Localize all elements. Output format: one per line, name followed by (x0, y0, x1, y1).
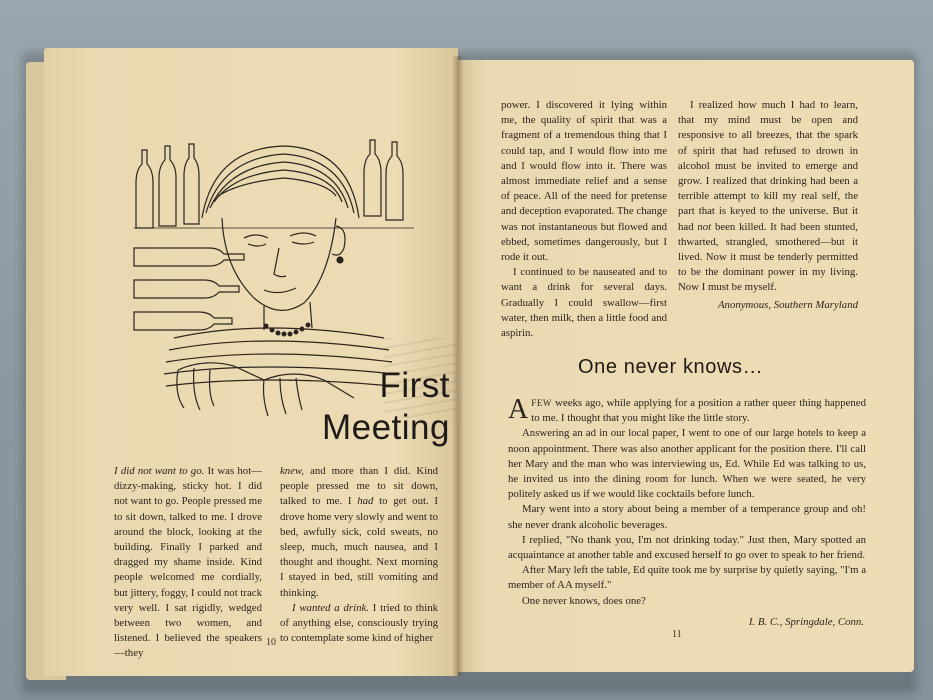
left-column-2 (280, 464, 438, 646)
paragraph: I continued to be nauseated and to want a drink for several days. Gradually I could swallow—first water, then milk, then a little food and aspirin. (501, 266, 667, 340)
right-column-1 (501, 98, 667, 341)
emphasis-text: had (357, 495, 374, 508)
body-text: I tried to think of anything else, consciously trying to contemplate some kind of higher (280, 601, 438, 645)
emphasis-text: not (697, 220, 712, 233)
paragraph (280, 601, 438, 647)
body-text: been killed. It had been stunted, thwarted, strangled, smothered—but it lived. Now it must be tenderly permitted to be the dominant power in my living. Now I must be myself. (678, 220, 858, 294)
paragraph (280, 464, 438, 601)
story-title: One never knows… (578, 356, 764, 378)
article-title-line2: Meeting (321, 408, 450, 447)
woman-with-bottles-illustration (114, 98, 414, 428)
emphasis-text: I did not want to go. (114, 465, 205, 477)
paragraph: One never knows, does one? (522, 594, 646, 607)
book-gutter (452, 56, 464, 676)
paragraph (508, 396, 866, 426)
body-text: and more than I did. Kind people pressed me to sit down, talked to me. I (280, 465, 438, 508)
right-column-2 (678, 98, 858, 313)
story-body (508, 396, 866, 630)
article-title-line1: First (379, 366, 450, 405)
signature: I. B. C., Springdale, Conn. (748, 615, 864, 628)
right-page (458, 60, 914, 672)
body-text: weeks ago, while applying for a position a rather queer thing happened to me. I thought that you might like the little story. (531, 397, 866, 425)
paragraph: I replied, "No thank you, I'm not drinking today." Just then, Mary spotted an acquaintance at another table and excused herself to go over to speak to her friend. (508, 533, 866, 562)
paragraph: power. I discovered it lying within me, the quality of spirit that was a fragment of a tremendous thing that I could tap, and I would flow into me and I would flow into it. There was almost immediate relief and a sense of peace. All of the need for pretense and deception evaporated. The change was not instantaneous but flowed and ebbed, sometimes dangerously, but I rode it out. (501, 99, 667, 264)
left-page (44, 48, 458, 676)
paragraph: Answering an ad in our local paper, I went to one of our large hotels to keep a noon appointment. There was also another applicant for the position there. I'll call her Mary and the man who was interviewing us, Ed. While Ed was talking to us, he invited us into the dining room for lunch. When we were seated, he very politely asked us if we would like cocktails before lunch. (508, 427, 866, 501)
paragraph (114, 464, 262, 662)
page-number-right: 11 (672, 629, 682, 640)
body-text: I realized how much I had to learn, that my mind must be open and responsive to all breezes, that the spark of spirit that had refused to drown in alcohol must be invited to emerge and grow. I realized that drinking had been a terrible attempt to kill my real self, the part that is keyed to the universe. But it had (678, 99, 858, 233)
page-number-left: 10 (266, 637, 276, 648)
paragraph (678, 98, 858, 296)
paragraph: Mary went into a story about being a member of a temperance group and oh! she never drank alcoholic beverages. (508, 503, 866, 531)
body-text: It was hot—dizzy-making, sticky hot. I did not want to go. People pressed me to sit down, talked to me. I drove around the block, looking at the building. Finally I parked and dragged my shame inside. Kind people welcomed me cordially, but jittery, foggy, I could not track very well. I sat rigidly, wedged between two women, and listened. I believed the speakers—they (114, 465, 263, 660)
emphasis-text: I wanted a drink. (292, 601, 369, 614)
paragraph: After Mary left the table, Ed quite took me by surprise by quietly saying, "I'm a member of AA myself." (508, 564, 866, 592)
body-text: to get out. I drove home very slowly and went to bed, awfully sick, cold sweats, no sleep, much, much nausea, and I thought and thought. Next morning I stayed in bed, still vomiting and thinking. (280, 495, 438, 599)
signature: Anonymous, Southern Maryland (717, 298, 858, 311)
emphasis-text: knew, (280, 465, 305, 477)
lead-small-caps: FEW (531, 398, 553, 408)
left-column-1 (114, 464, 262, 662)
drop-cap: A (508, 394, 529, 425)
